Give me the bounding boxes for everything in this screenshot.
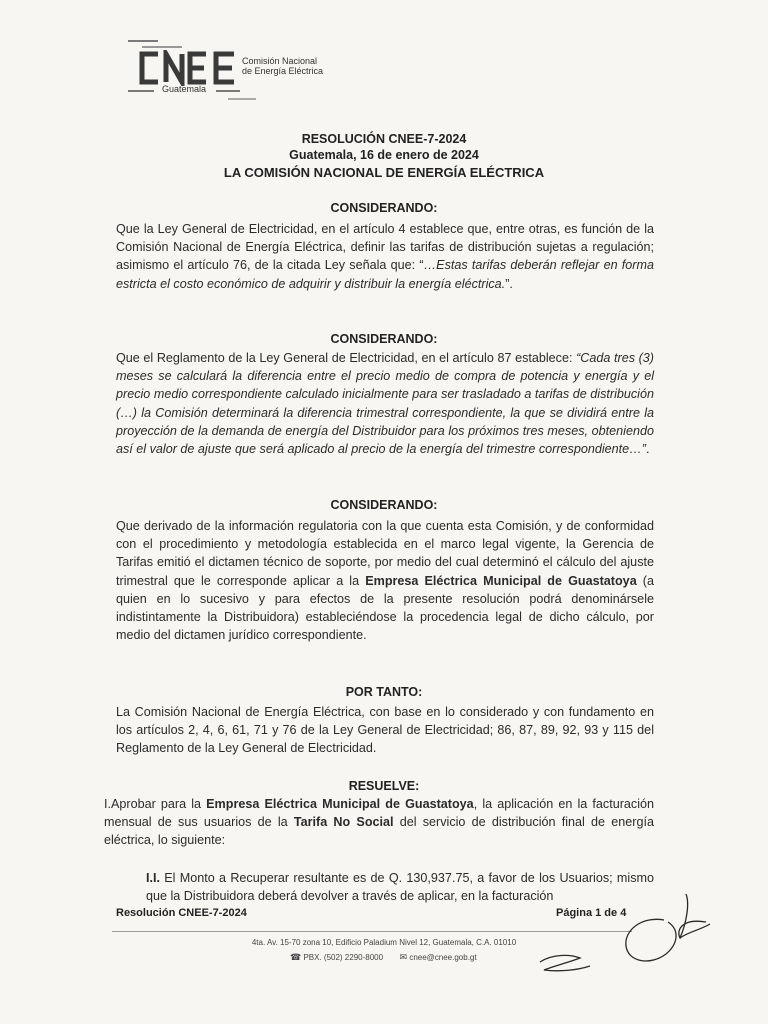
considerando-1-quote: …Estas tarifas deberán reflejar en forma estricta el costo económico de adquirir y distribuir la energía eléctrica. <box>116 258 654 291</box>
considerando-2-text <box>116 349 654 458</box>
footer-document-reference: Resolución CNEE-7-2024 <box>116 907 247 919</box>
logo-org-line1: Comisión Nacional <box>242 56 318 66</box>
resuelve-item-1-end: del servicio de distribución final de energía eléctrica, lo siguiente: <box>104 815 654 848</box>
considerando-1-close: ”. <box>505 276 513 291</box>
logo-stroke <box>128 40 158 42</box>
considerando-3-company: Empresa Eléctrica Municipal de Guastatoya <box>365 573 637 588</box>
resolution-place-date: Guatemala, 16 de enero de 2024 <box>289 148 479 162</box>
resuelve-item-1-middle: , la aplicación en la facturación mensual de sus usuarios de la <box>104 797 654 830</box>
considerando-2-close: . <box>645 442 650 457</box>
footer-phone: PBX. (502) 2290-8000 <box>303 953 384 962</box>
considerando-heading: CONSIDERANDO: <box>330 201 438 215</box>
resuelve-subitem-1-1-text: El Monto a Recuperar resultante es de Q. 130,937.75, a favor de los Usuarios; mismo que la Distribuidora deberá devolver a través de aplicar, en la facturación <box>146 871 654 904</box>
considerando-1-text <box>116 220 654 293</box>
logo-org-line2: de Energía Eléctrica <box>242 66 324 76</box>
considerando-heading: CONSIDERANDO: <box>330 498 438 512</box>
resuelve-item-1 <box>104 795 654 850</box>
logo-stroke <box>142 46 182 48</box>
resuelve-item-1-number: I. <box>104 797 111 811</box>
resuelve-item-1-company: Empresa Eléctrica Municipal de Guastatoya <box>206 797 474 811</box>
cnee-wordmark-icon <box>136 50 240 86</box>
considerando-3-rest: (a quien en lo sucesivo y para efectos de la presente resolución podrá denominársele indistintamente la Distribuidora) estableciéndose la procedencia legal de dicho cálculo, por medio del dictamen jurídico correspondiente. <box>116 573 655 643</box>
considerando-2-intro: Que el Reglamento de la Ley General de Electricidad, en el artículo 87 establece: <box>116 351 577 365</box>
logo-org-name <box>242 56 442 76</box>
resuelve-item-1-tariff: Tarifa No Social <box>293 815 394 830</box>
logo-stroke <box>128 90 154 92</box>
email-icon: ✉ <box>399 952 408 962</box>
footer-address: 4ta. Av. 15-70 zona 10, Edificio Paladium Nivel 12, Guatemala, C.A. 01010 <box>251 938 517 947</box>
footer-page-number: Página 1 de 4 <box>556 907 627 919</box>
considerando-3-text <box>116 517 654 644</box>
resuelve-subitem-1-1-number: I.I. <box>146 871 160 885</box>
logo-stroke <box>216 90 240 92</box>
phone-icon: ☎ <box>290 952 302 962</box>
resolution-number: RESOLUCIÓN CNEE-7-2024 <box>301 132 467 146</box>
footer-email: cnee@cnee.gob.gt <box>409 953 477 962</box>
por-tanto-heading: POR TANTO: <box>345 685 423 699</box>
considerando-3-intro: Que derivado de la información regulatoria con la que cuenta esta Comisión, y de conformidad con el procedimiento y metodología establecida en el marco legal vigente, la Gerencia de Tarifas emitió el dictamen técnico de soporte, por medio del cual determinó el cálculo del ajuste trimestral que le corresponde aplicar a la <box>116 519 654 588</box>
considerando-2-quote: “Cada tres (3) meses se calculará la diferencia entre el precio medio de compra de potencia y energía y el precio medio correspondiente calculado inicialmente para ser trasladado a tarifas de distribución (…) la Comisión determinará la diferencia trimestral correspondiente, la que se dividirá entre la proyección de la demanda de energía del Distribuidor para los próximos tres meses, obteniendo así el valor de ajuste que será aplicado al precio de la energía del trimestre correspondiente…” <box>116 351 654 457</box>
handwritten-signature <box>530 880 730 990</box>
logo-stroke <box>228 98 256 100</box>
considerando-1-intro: Que la Ley General de Electricidad, en el artículo 4 establece que, entre otras, es función de la Comisión Nacional de Energía Eléctrica, definir las tarifas de distribución sujetas a regulación; asimismo el artículo 76, de la citada Ley señala que: “ <box>116 222 654 273</box>
considerando-heading: CONSIDERANDO: <box>330 332 438 346</box>
resuelve-item-1-intro: Aprobar para la <box>111 797 207 811</box>
logo-country: Guatemala <box>162 84 207 94</box>
resuelve-heading: RESUELVE: <box>348 779 420 793</box>
resolution-issuer: LA COMISIÓN NACIONAL DE ENERGÍA ELÉCTRICA <box>223 165 545 180</box>
por-tanto-text: La Comisión Nacional de Energía Eléctrica, con base en lo considerado y con fundamento en los artículos 2, 4, 6, 61, 71 y 76 de la Ley General de Electricidad; 86, 87, 89, 92, 93 y 115 del Reglamento de la Ley General de Electricidad. <box>116 705 654 756</box>
cnee-logo <box>128 34 358 106</box>
